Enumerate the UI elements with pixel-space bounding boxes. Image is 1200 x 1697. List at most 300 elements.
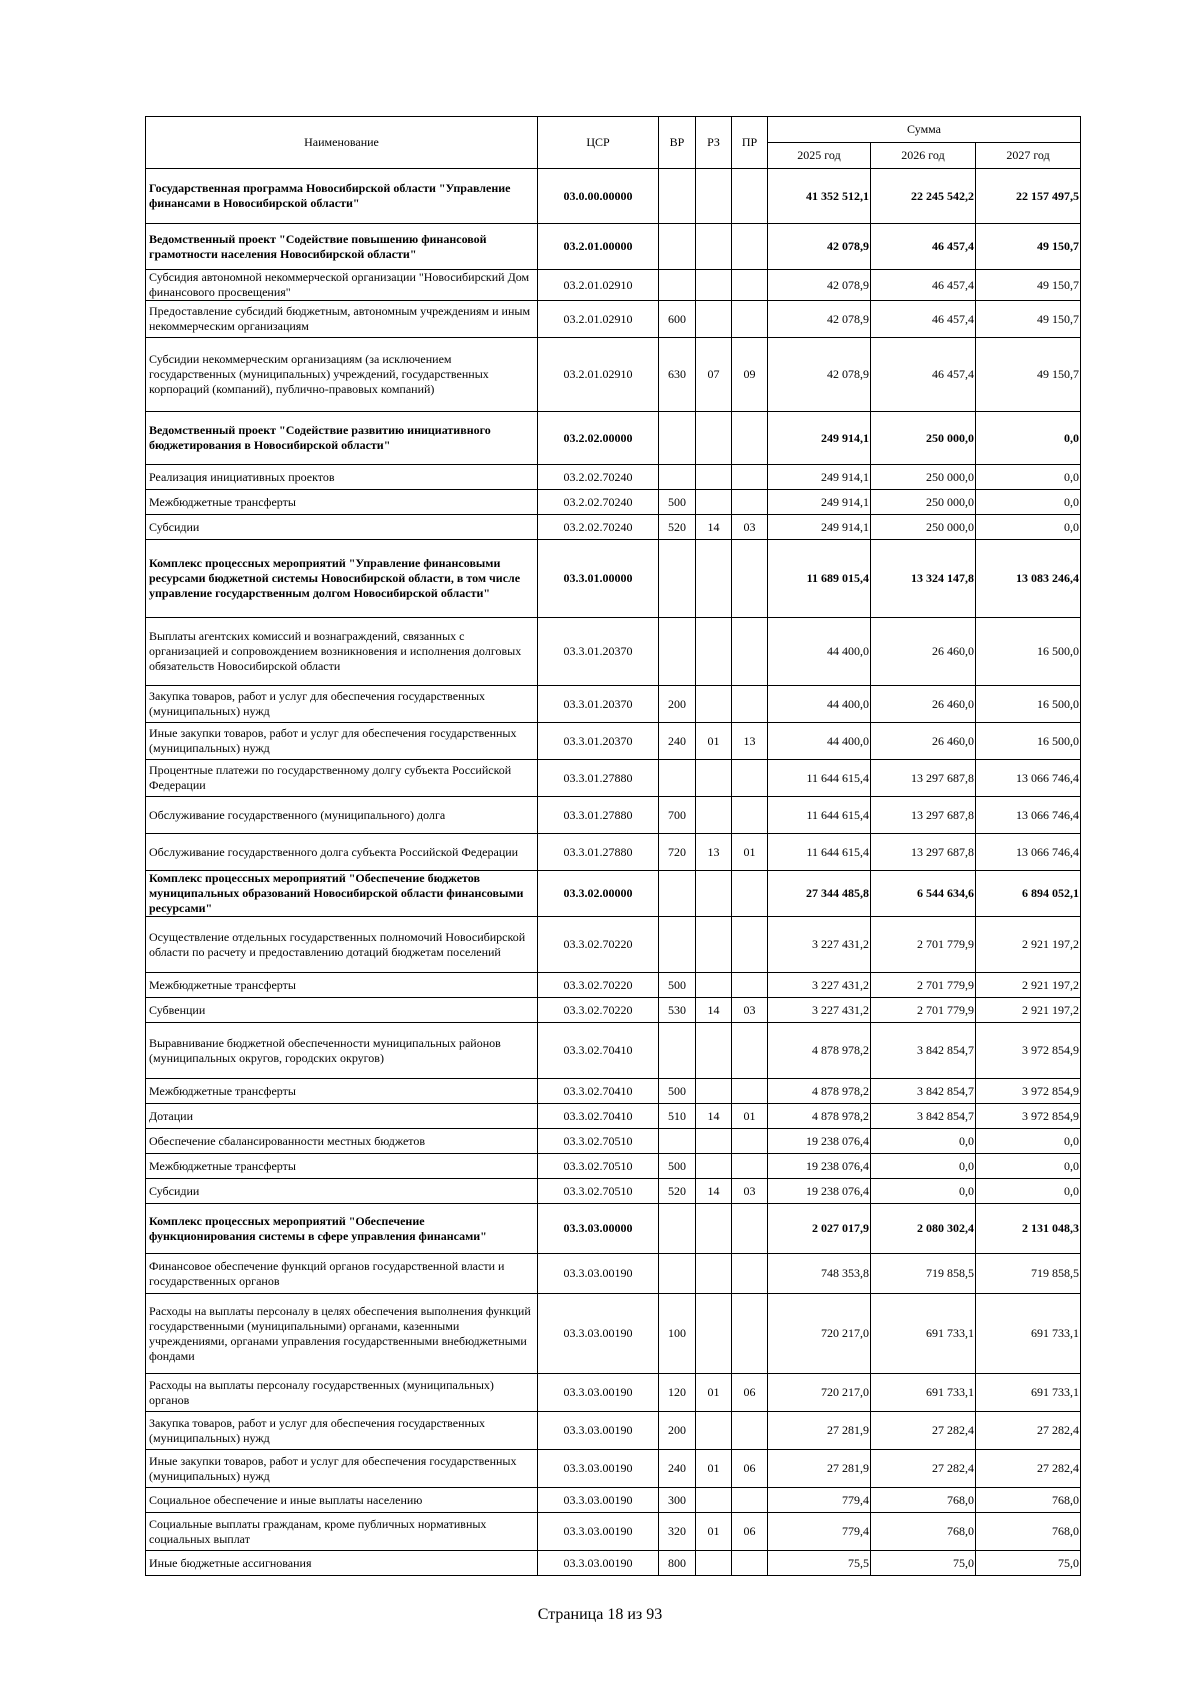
- cell-rz: 01: [696, 1450, 732, 1488]
- cell-s2026: 3 842 854,7: [871, 1104, 976, 1129]
- cell-pr: [732, 1079, 768, 1104]
- cell-rz: 01: [696, 1513, 732, 1551]
- cell-csr: 03.3.02.70510: [538, 1179, 659, 1204]
- cell-vr: 500: [659, 973, 696, 998]
- cell-s2026: 46 457,4: [871, 224, 976, 270]
- cell-s2026: 250 000,0: [871, 465, 976, 490]
- cell-vr: 520: [659, 515, 696, 540]
- cell-vr: [659, 1254, 696, 1294]
- cell-s2027: 3 972 854,9: [976, 1079, 1081, 1104]
- cell-s2026: 46 457,4: [871, 301, 976, 338]
- cell-rz: 01: [696, 1374, 732, 1412]
- cell-s2027: 22 157 497,5: [976, 169, 1081, 224]
- cell-pr: 09: [732, 338, 768, 412]
- cell-pr: [732, 169, 768, 224]
- header-vr: ВР: [659, 117, 696, 169]
- budget-sheet: [145, 116, 1080, 1576]
- cell-csr: 03.3.03.00190: [538, 1412, 659, 1450]
- cell-vr: [659, 1204, 696, 1254]
- cell-s2025: 27 281,9: [768, 1412, 871, 1450]
- cell-name: Межбюджетные трансферты: [146, 1154, 538, 1179]
- cell-s2025: 3 227 431,2: [768, 917, 871, 973]
- cell-csr: 03.2.02.00000: [538, 412, 659, 465]
- cell-rz: [696, 540, 732, 618]
- cell-vr: [659, 270, 696, 301]
- cell-rz: [696, 917, 732, 973]
- cell-vr: [659, 760, 696, 797]
- cell-name: Обеспечение сбалансированности местных бюджетов: [146, 1129, 538, 1154]
- table-row: [146, 1513, 1081, 1551]
- cell-rz: 13: [696, 834, 732, 871]
- cell-s2025: 19 238 076,4: [768, 1154, 871, 1179]
- cell-s2025: 249 914,1: [768, 465, 871, 490]
- table-row: [146, 686, 1081, 723]
- cell-s2027: 0,0: [976, 515, 1081, 540]
- cell-vr: 300: [659, 1488, 696, 1513]
- cell-pr: [732, 1154, 768, 1179]
- cell-pr: [732, 1294, 768, 1374]
- cell-s2027: 16 500,0: [976, 618, 1081, 686]
- cell-s2027: 13 066 746,4: [976, 760, 1081, 797]
- cell-s2025: 27 344 485,8: [768, 871, 871, 917]
- cell-name: Социальное обеспечение и иные выплаты населению: [146, 1488, 538, 1513]
- cell-vr: 500: [659, 490, 696, 515]
- header-pr: ПР: [732, 117, 768, 169]
- table-row: [146, 797, 1081, 834]
- cell-s2027: 2 131 048,3: [976, 1204, 1081, 1254]
- cell-vr: 520: [659, 1179, 696, 1204]
- table-row: [146, 1079, 1081, 1104]
- cell-vr: 700: [659, 797, 696, 834]
- cell-s2025: 44 400,0: [768, 723, 871, 760]
- cell-vr: 720: [659, 834, 696, 871]
- cell-s2025: 75,5: [768, 1551, 871, 1576]
- cell-rz: [696, 686, 732, 723]
- table-row: [146, 871, 1081, 917]
- cell-rz: [696, 1154, 732, 1179]
- table-row: [146, 1254, 1081, 1294]
- cell-name: Выравнивание бюджетной обеспеченности муниципальных районов (муниципальных округов, городских округов): [146, 1023, 538, 1079]
- cell-vr: [659, 412, 696, 465]
- cell-csr: 03.3.02.70220: [538, 917, 659, 973]
- header-sum: Сумма: [768, 117, 1081, 143]
- cell-name: Обслуживание государственного долга субъекта Российской Федерации: [146, 834, 538, 871]
- cell-pr: [732, 301, 768, 338]
- cell-pr: [732, 618, 768, 686]
- cell-csr: 03.3.03.00000: [538, 1204, 659, 1254]
- table-row: [146, 540, 1081, 618]
- cell-vr: [659, 1129, 696, 1154]
- cell-pr: [732, 1551, 768, 1576]
- cell-name: Предоставление субсидий бюджетным, автономным учреждениям и иным некоммерческим организациям: [146, 301, 538, 338]
- cell-csr: 03.3.02.70510: [538, 1129, 659, 1154]
- cell-s2025: 42 078,9: [768, 270, 871, 301]
- cell-s2026: 3 842 854,7: [871, 1079, 976, 1104]
- cell-s2026: 2 080 302,4: [871, 1204, 976, 1254]
- cell-rz: [696, 1023, 732, 1079]
- cell-csr: 03.3.03.00190: [538, 1450, 659, 1488]
- cell-rz: [696, 490, 732, 515]
- cell-s2027: 13 083 246,4: [976, 540, 1081, 618]
- cell-s2026: 13 297 687,8: [871, 834, 976, 871]
- cell-rz: [696, 618, 732, 686]
- cell-s2027: 2 921 197,2: [976, 973, 1081, 998]
- cell-name: Процентные платежи по государственному долгу субъекта Российской Федерации: [146, 760, 538, 797]
- cell-csr: 03.2.02.70240: [538, 490, 659, 515]
- cell-s2026: 22 245 542,2: [871, 169, 976, 224]
- cell-pr: 03: [732, 998, 768, 1023]
- cell-name: Субсидии: [146, 515, 538, 540]
- table-row: [146, 412, 1081, 465]
- cell-s2026: 75,0: [871, 1551, 976, 1576]
- cell-csr: 03.3.01.20370: [538, 723, 659, 760]
- cell-vr: 200: [659, 686, 696, 723]
- cell-s2026: 768,0: [871, 1488, 976, 1513]
- cell-rz: [696, 270, 732, 301]
- cell-s2027: 0,0: [976, 1179, 1081, 1204]
- cell-s2026: 13 297 687,8: [871, 797, 976, 834]
- cell-s2025: 3 227 431,2: [768, 998, 871, 1023]
- cell-s2025: 779,4: [768, 1513, 871, 1551]
- cell-rz: [696, 169, 732, 224]
- cell-s2027: 691 733,1: [976, 1374, 1081, 1412]
- table-row: [146, 301, 1081, 338]
- cell-s2027: 0,0: [976, 412, 1081, 465]
- cell-pr: [732, 871, 768, 917]
- cell-s2026: 6 544 634,6: [871, 871, 976, 917]
- table-row: [146, 1154, 1081, 1179]
- cell-pr: 01: [732, 1104, 768, 1129]
- cell-s2027: 0,0: [976, 465, 1081, 490]
- table-row: [146, 1023, 1081, 1079]
- table-row: [146, 1104, 1081, 1129]
- cell-csr: 03.3.02.70410: [538, 1104, 659, 1129]
- cell-csr: 03.3.03.00190: [538, 1513, 659, 1551]
- cell-pr: [732, 686, 768, 723]
- cell-rz: 14: [696, 1179, 732, 1204]
- cell-csr: 03.3.01.27880: [538, 834, 659, 871]
- cell-s2026: 13 297 687,8: [871, 760, 976, 797]
- cell-s2026: 719 858,5: [871, 1254, 976, 1294]
- cell-s2026: 26 460,0: [871, 723, 976, 760]
- cell-vr: [659, 917, 696, 973]
- cell-s2025: 4 878 978,2: [768, 1079, 871, 1104]
- cell-csr: 03.0.00.00000: [538, 169, 659, 224]
- cell-name: Социальные выплаты гражданам, кроме публичных нормативных социальных выплат: [146, 1513, 538, 1551]
- cell-vr: 510: [659, 1104, 696, 1129]
- cell-s2027: 13 066 746,4: [976, 834, 1081, 871]
- cell-pr: [732, 1254, 768, 1294]
- cell-pr: 13: [732, 723, 768, 760]
- cell-s2025: 11 644 615,4: [768, 760, 871, 797]
- cell-csr: 03.3.01.27880: [538, 797, 659, 834]
- table-row: [146, 917, 1081, 973]
- cell-rz: [696, 1294, 732, 1374]
- cell-name: Межбюджетные трансферты: [146, 1079, 538, 1104]
- cell-s2026: 250 000,0: [871, 490, 976, 515]
- cell-pr: [732, 1412, 768, 1450]
- cell-pr: 06: [732, 1450, 768, 1488]
- cell-rz: [696, 412, 732, 465]
- cell-csr: 03.2.02.70240: [538, 515, 659, 540]
- cell-s2027: 719 858,5: [976, 1254, 1081, 1294]
- header-csr: ЦСР: [538, 117, 659, 169]
- cell-s2026: 2 701 779,9: [871, 917, 976, 973]
- cell-name: Закупка товаров, работ и услуг для обеспечения государственных (муниципальных) нужд: [146, 686, 538, 723]
- cell-csr: 03.3.03.00190: [538, 1551, 659, 1576]
- cell-s2026: 26 460,0: [871, 686, 976, 723]
- table-row: [146, 1179, 1081, 1204]
- cell-s2027: 768,0: [976, 1513, 1081, 1551]
- cell-s2025: 720 217,0: [768, 1294, 871, 1374]
- header-year-2027: 2027 год: [976, 143, 1081, 169]
- cell-name: Субсидии некоммерческим организациям (за исключением государственных (муниципальных) учреждений, государственных корпораций (компаний), публично-правовых компаний): [146, 338, 538, 412]
- cell-pr: [732, 917, 768, 973]
- cell-rz: [696, 301, 732, 338]
- cell-s2027: 27 282,4: [976, 1450, 1081, 1488]
- cell-vr: 100: [659, 1294, 696, 1374]
- cell-s2025: 42 078,9: [768, 224, 871, 270]
- cell-rz: [696, 1551, 732, 1576]
- cell-rz: [696, 973, 732, 998]
- table-row: [146, 224, 1081, 270]
- cell-csr: 03.3.02.70510: [538, 1154, 659, 1179]
- cell-rz: [696, 465, 732, 490]
- cell-s2027: 75,0: [976, 1551, 1081, 1576]
- cell-pr: [732, 270, 768, 301]
- table-row: [146, 723, 1081, 760]
- cell-csr: 03.3.02.70220: [538, 998, 659, 1023]
- cell-s2026: 13 324 147,8: [871, 540, 976, 618]
- cell-pr: 06: [732, 1513, 768, 1551]
- cell-vr: 530: [659, 998, 696, 1023]
- cell-csr: 03.2.01.02910: [538, 338, 659, 412]
- cell-rz: 07: [696, 338, 732, 412]
- cell-vr: [659, 618, 696, 686]
- header-year-2026: 2026 год: [871, 143, 976, 169]
- cell-csr: 03.2.01.00000: [538, 224, 659, 270]
- budget-table: [145, 116, 1081, 1576]
- cell-rz: [696, 1079, 732, 1104]
- cell-name: Межбюджетные трансферты: [146, 973, 538, 998]
- cell-csr: 03.3.01.00000: [538, 540, 659, 618]
- cell-pr: [732, 540, 768, 618]
- cell-rz: 14: [696, 1104, 732, 1129]
- cell-name: Осуществление отдельных государственных полномочий Новосибирской области по расчету и предоставлению дотаций бюджетам поселений: [146, 917, 538, 973]
- cell-s2025: 11 689 015,4: [768, 540, 871, 618]
- cell-pr: [732, 1488, 768, 1513]
- cell-pr: [732, 1129, 768, 1154]
- cell-s2027: 2 921 197,2: [976, 917, 1081, 973]
- cell-name: Выплаты агентских комиссий и вознаграждений, связанных с организацией и сопровождением возникновения и исполнения долговых обязательств Новосибирской области: [146, 618, 538, 686]
- cell-pr: 03: [732, 515, 768, 540]
- cell-csr: 03.3.03.00190: [538, 1294, 659, 1374]
- cell-csr: 03.3.02.00000: [538, 871, 659, 917]
- table-row: [146, 1551, 1081, 1576]
- table-row: [146, 618, 1081, 686]
- cell-s2025: 4 878 978,2: [768, 1104, 871, 1129]
- cell-s2027: 768,0: [976, 1488, 1081, 1513]
- cell-csr: 03.3.01.27880: [538, 760, 659, 797]
- cell-name: Дотации: [146, 1104, 538, 1129]
- cell-csr: 03.2.02.70240: [538, 465, 659, 490]
- cell-s2027: 6 894 052,1: [976, 871, 1081, 917]
- cell-csr: 03.3.01.20370: [538, 686, 659, 723]
- cell-name: Ведомственный проект "Содействие повышению финансовой грамотности населения Новосибирской области": [146, 224, 538, 270]
- cell-pr: 01: [732, 834, 768, 871]
- cell-vr: 120: [659, 1374, 696, 1412]
- cell-s2026: 2 701 779,9: [871, 998, 976, 1023]
- cell-name: Субсидия автономной некоммерческой организации "Новосибирский Дом финансового просвещения": [146, 270, 538, 301]
- table-row: [146, 1374, 1081, 1412]
- cell-vr: 600: [659, 301, 696, 338]
- cell-name: Комплекс процессных мероприятий "Обеспечение бюджетов муниципальных образований Новосибирской области финансовыми ресурсами": [146, 871, 538, 917]
- cell-s2025: 11 644 615,4: [768, 797, 871, 834]
- table-row: [146, 760, 1081, 797]
- table-row: [146, 1488, 1081, 1513]
- header-name: Наименование: [146, 117, 538, 169]
- cell-s2025: 748 353,8: [768, 1254, 871, 1294]
- cell-rz: [696, 760, 732, 797]
- cell-s2025: 41 352 512,1: [768, 169, 871, 224]
- page-number: Страница 18 из 93: [537, 1606, 663, 1623]
- table-row: [146, 1204, 1081, 1254]
- table-row: [146, 338, 1081, 412]
- cell-vr: [659, 540, 696, 618]
- cell-s2027: 2 921 197,2: [976, 998, 1081, 1023]
- cell-vr: [659, 465, 696, 490]
- cell-s2027: 49 150,7: [976, 224, 1081, 270]
- cell-s2025: 11 644 615,4: [768, 834, 871, 871]
- cell-s2027: 0,0: [976, 490, 1081, 515]
- cell-vr: 500: [659, 1079, 696, 1104]
- cell-s2026: 0,0: [871, 1154, 976, 1179]
- cell-s2025: 249 914,1: [768, 515, 871, 540]
- cell-name: Комплекс процессных мероприятий "Управление финансовыми ресурсами бюджетной системы Новосибирской области, в том числе управление государственным долгом Новосибирской области": [146, 540, 538, 618]
- cell-rz: 01: [696, 723, 732, 760]
- cell-pr: [732, 1204, 768, 1254]
- cell-s2025: 27 281,9: [768, 1450, 871, 1488]
- cell-s2026: 2 701 779,9: [871, 973, 976, 998]
- cell-rz: [696, 1412, 732, 1450]
- table-row: [146, 1129, 1081, 1154]
- table-row: [146, 515, 1081, 540]
- cell-s2026: 27 282,4: [871, 1450, 976, 1488]
- cell-s2025: 42 078,9: [768, 301, 871, 338]
- cell-s2025: 19 238 076,4: [768, 1129, 871, 1154]
- cell-rz: [696, 1488, 732, 1513]
- header-year-2025: 2025 год: [768, 143, 871, 169]
- cell-csr: 03.3.03.00190: [538, 1254, 659, 1294]
- cell-rz: [696, 871, 732, 917]
- table-row: [146, 490, 1081, 515]
- table-row: [146, 1412, 1081, 1450]
- cell-s2027: 27 282,4: [976, 1412, 1081, 1450]
- table-row: [146, 270, 1081, 301]
- cell-pr: [732, 760, 768, 797]
- cell-name: Ведомственный проект "Содействие развитию инициативного бюджетирования в Новосибирской области": [146, 412, 538, 465]
- cell-csr: 03.3.02.70220: [538, 973, 659, 998]
- cell-s2027: 49 150,7: [976, 301, 1081, 338]
- cell-pr: [732, 490, 768, 515]
- cell-csr: 03.3.01.20370: [538, 618, 659, 686]
- cell-s2025: 249 914,1: [768, 490, 871, 515]
- cell-pr: 06: [732, 1374, 768, 1412]
- cell-vr: 320: [659, 1513, 696, 1551]
- cell-name: Субвенции: [146, 998, 538, 1023]
- table-row: [146, 834, 1081, 871]
- cell-s2027: 16 500,0: [976, 686, 1081, 723]
- cell-name: Расходы на выплаты персоналу государственных (муниципальных) органов: [146, 1374, 538, 1412]
- table-row: [146, 465, 1081, 490]
- cell-s2026: 26 460,0: [871, 618, 976, 686]
- cell-pr: [732, 1023, 768, 1079]
- cell-name: Иные закупки товаров, работ и услуг для обеспечения государственных (муниципальных) нужд: [146, 723, 538, 760]
- cell-s2027: 691 733,1: [976, 1294, 1081, 1374]
- cell-s2025: 720 217,0: [768, 1374, 871, 1412]
- cell-s2025: 42 078,9: [768, 338, 871, 412]
- cell-vr: 630: [659, 338, 696, 412]
- cell-name: Закупка товаров, работ и услуг для обеспечения государственных (муниципальных) нужд: [146, 1412, 538, 1450]
- cell-pr: [732, 224, 768, 270]
- cell-s2026: 46 457,4: [871, 270, 976, 301]
- cell-csr: 03.2.01.02910: [538, 301, 659, 338]
- cell-s2027: 16 500,0: [976, 723, 1081, 760]
- cell-name: Обслуживание государственного (муниципального) долга: [146, 797, 538, 834]
- cell-s2026: 27 282,4: [871, 1412, 976, 1450]
- cell-s2025: 44 400,0: [768, 686, 871, 723]
- cell-s2026: 768,0: [871, 1513, 976, 1551]
- cell-vr: [659, 169, 696, 224]
- cell-s2027: 13 066 746,4: [976, 797, 1081, 834]
- cell-s2027: 0,0: [976, 1129, 1081, 1154]
- header-rz: РЗ: [696, 117, 732, 169]
- cell-name: Финансовое обеспечение функций органов государственной власти и государственных органов: [146, 1254, 538, 1294]
- cell-s2025: 249 914,1: [768, 412, 871, 465]
- cell-vr: 240: [659, 1450, 696, 1488]
- cell-csr: 03.2.01.02910: [538, 270, 659, 301]
- cell-name: Расходы на выплаты персоналу в целях обеспечения выполнения функций государственными (муниципальными) органами, казенными учреждениями, органами управления государственными внебюджетными фондами: [146, 1294, 538, 1374]
- cell-vr: [659, 871, 696, 917]
- cell-pr: 03: [732, 1179, 768, 1204]
- cell-s2026: 0,0: [871, 1129, 976, 1154]
- cell-vr: 800: [659, 1551, 696, 1576]
- table-row: [146, 1450, 1081, 1488]
- cell-csr: 03.3.03.00190: [538, 1488, 659, 1513]
- cell-name: Государственная программа Новосибирской области "Управление финансами в Новосибирской области": [146, 169, 538, 224]
- table-row: [146, 169, 1081, 224]
- cell-s2025: 2 027 017,9: [768, 1204, 871, 1254]
- cell-rz: [696, 1254, 732, 1294]
- cell-s2026: 250 000,0: [871, 412, 976, 465]
- cell-vr: [659, 1023, 696, 1079]
- cell-s2027: 49 150,7: [976, 270, 1081, 301]
- cell-pr: [732, 797, 768, 834]
- cell-name: Иные бюджетные ассигнования: [146, 1551, 538, 1576]
- cell-s2027: 49 150,7: [976, 338, 1081, 412]
- cell-pr: [732, 973, 768, 998]
- table-row: [146, 973, 1081, 998]
- cell-name: Межбюджетные трансферты: [146, 490, 538, 515]
- cell-csr: 03.3.02.70410: [538, 1079, 659, 1104]
- cell-name: Комплекс процессных мероприятий "Обеспечение функционирования системы в сфере управления финансами": [146, 1204, 538, 1254]
- cell-s2026: 691 733,1: [871, 1294, 976, 1374]
- cell-s2027: 0,0: [976, 1154, 1081, 1179]
- cell-pr: [732, 412, 768, 465]
- cell-name: Субсидии: [146, 1179, 538, 1204]
- cell-vr: 240: [659, 723, 696, 760]
- cell-name: Иные закупки товаров, работ и услуг для обеспечения государственных (муниципальных) нужд: [146, 1450, 538, 1488]
